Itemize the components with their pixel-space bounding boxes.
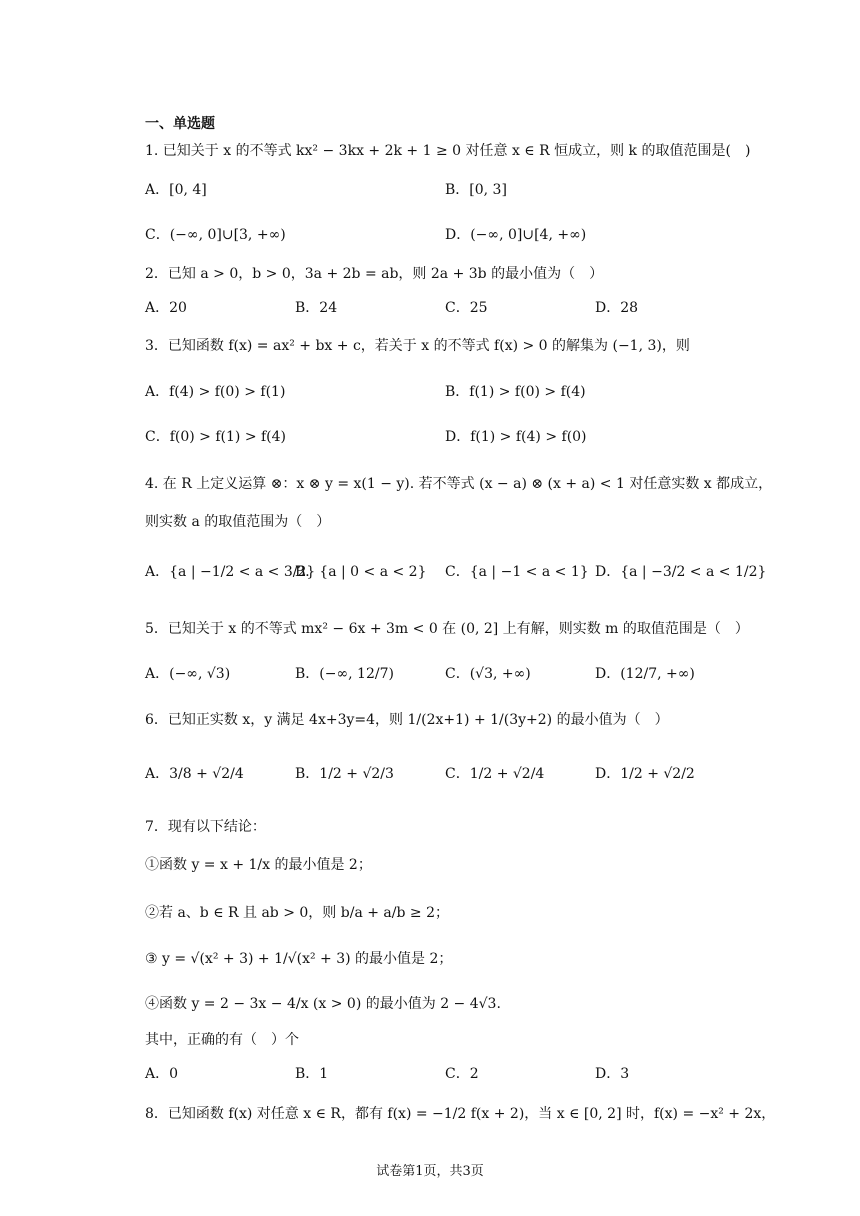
q7-item-4: ④函数 y = 2 − 3x − 4/x (x > 0) 的最小值为 2 − 4√3. (145, 996, 501, 1012)
q2-option-c: C．25 (445, 300, 488, 316)
question-6-stem: 6．已知正实数 x，y 满足 4x+3y=4，则 1/(2x+1) + 1/(3y+2) 的最小值为（ ） (145, 712, 669, 728)
q5-option-a: A．(−∞, √3) (145, 666, 231, 682)
q1-option-c: C．(−∞, 0]∪[3, +∞) (145, 227, 286, 243)
q4-option-d: D．{a | −3/2 < a < 1/2} (595, 564, 767, 580)
q4-option-b: B．{a | 0 < a < 2} (295, 564, 427, 580)
q3-option-c: C．f(0) > f(1) > f(4) (145, 429, 287, 445)
q7-item-2: ②若 a、b ∈ R 且 ab > 0，则 b/a + a/b ≥ 2； (145, 905, 449, 921)
q7-option-d: D．3 (595, 1066, 630, 1082)
q3-option-a: A．f(4) > f(0) > f(1) (145, 384, 286, 400)
question-2-stem: 2．已知 a > 0，b > 0，3a + 2b = ab，则 2a + 3b 的最小值为（ ） (145, 266, 604, 282)
q5-option-c: C．(√3, +∞) (445, 666, 531, 682)
q7-item-3: ③ y = √(x² + 3) + 1/√(x² + 3) 的最小值是 2； (145, 951, 453, 967)
q7-option-c: C．2 (445, 1066, 479, 1082)
q7-tail: 其中，正确的有（ ）个 (145, 1032, 299, 1048)
q5-option-d: D．(12/7, +∞) (595, 666, 695, 682)
q2-option-b: B．24 (295, 300, 338, 316)
question-3-stem: 3．已知函数 f(x) = ax² + bx + c，若关于 x 的不等式 f(x) > 0 的解集为 (−1, 3)，则 (145, 338, 690, 354)
question-1-stem: 1. 已知关于 x 的不等式 kx² − 3kx + 2k + 1 ≥ 0 对任意 x ∈ R 恒成立，则 k 的取值范围是( ) (145, 143, 751, 159)
question-7-stem: 7．现有以下结论： (145, 819, 266, 835)
question-4-stem: 4. 在 R 上定义运算 ⊗：x ⊗ y = x(1 − y). 若不等式 (x − a) ⊗ (x + a) < 1 对任意实数 x 都成立， (145, 476, 773, 492)
q4-option-c: C．{a | −1 < a < 1} (445, 564, 589, 580)
q1-option-d: D．(−∞, 0]∪[4, +∞) (445, 227, 587, 243)
question-5-stem: 5．已知关于 x 的不等式 mx² − 6x + 3m < 0 在 (0, 2] 上有解，则实数 m 的取值范围是（ ） (145, 621, 749, 637)
section-title: 一、单选题 (145, 116, 215, 132)
q2-option-a: A．20 (145, 300, 187, 316)
q4-option-a: A．{a | −1/2 < a < 3/2} (145, 564, 316, 580)
q6-option-b: B．1/2 + √2/3 (295, 766, 394, 782)
q5-option-b: B．(−∞, 12/7) (295, 666, 394, 682)
q6-option-d: D．1/2 + √2/2 (595, 766, 695, 782)
page-footer: 试卷第1页，共3页 (376, 1164, 484, 1179)
question-4-stem-cont: 则实数 a 的取值范围为（ ） (145, 514, 331, 530)
q3-option-d: D．f(1) > f(4) > f(0) (445, 429, 587, 445)
q7-item-1: ①函数 y = x + 1/x 的最小值是 2； (145, 857, 372, 873)
q6-option-a: A．3/8 + √2/4 (145, 766, 244, 782)
q6-option-c: C．1/2 + √2/4 (445, 766, 545, 782)
q3-option-b: B．f(1) > f(0) > f(4) (445, 384, 586, 400)
q7-option-b: B．1 (295, 1066, 329, 1082)
q7-option-a: A．0 (145, 1066, 179, 1082)
q1-option-b: B．[0, 3] (445, 182, 507, 198)
q1-option-a: A．[0, 4] (145, 182, 207, 198)
q2-option-d: D．28 (595, 300, 639, 316)
question-8-stem: 8．已知函数 f(x) 对任意 x ∈ R，都有 f(x) = −1/2 f(x + 2)，当 x ∈ [0, 2] 时，f(x) = −x² + 2x， (145, 1106, 776, 1122)
